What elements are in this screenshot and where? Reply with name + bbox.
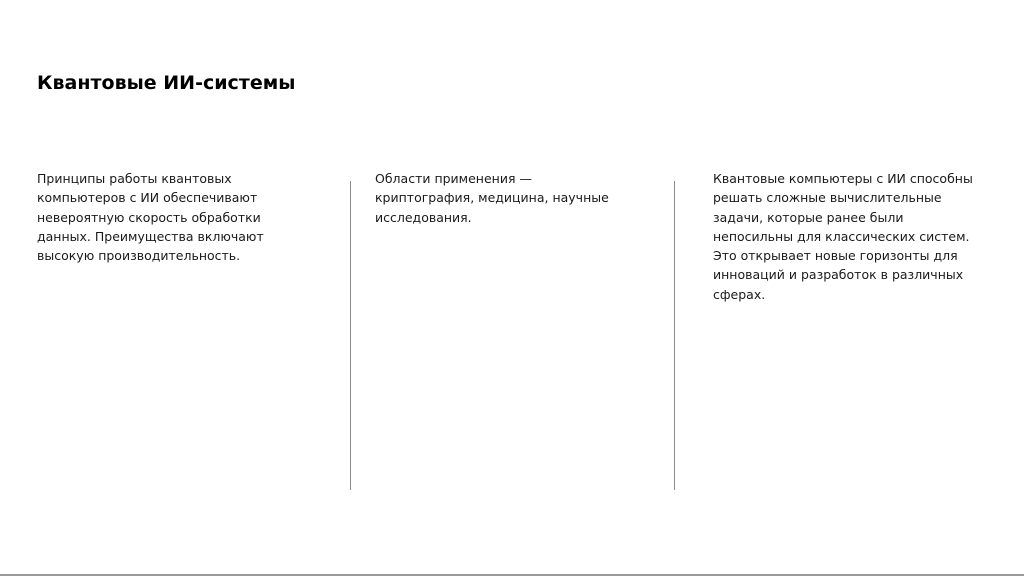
slide-title: Квантовые ИИ-системы bbox=[37, 72, 296, 94]
column-text-capabilities: Квантовые компьютеры с ИИ способны решать сложные вычислительные задачи, которые ранее были непосильны для классических систем. Это открывает новые горизонты для инноваций и разработок в различных сферах. bbox=[713, 171, 973, 302]
column-divider bbox=[674, 181, 675, 490]
column-text-applications: Области применения — криптография, медицина, научные исследования. bbox=[375, 171, 609, 225]
column-text-principles: Принципы работы квантовых компьютеров с ИИ обеспечивают невероятную скорость обработки данных. Преимущества включают высокую производительность. bbox=[37, 171, 264, 264]
column-divider bbox=[350, 181, 351, 490]
